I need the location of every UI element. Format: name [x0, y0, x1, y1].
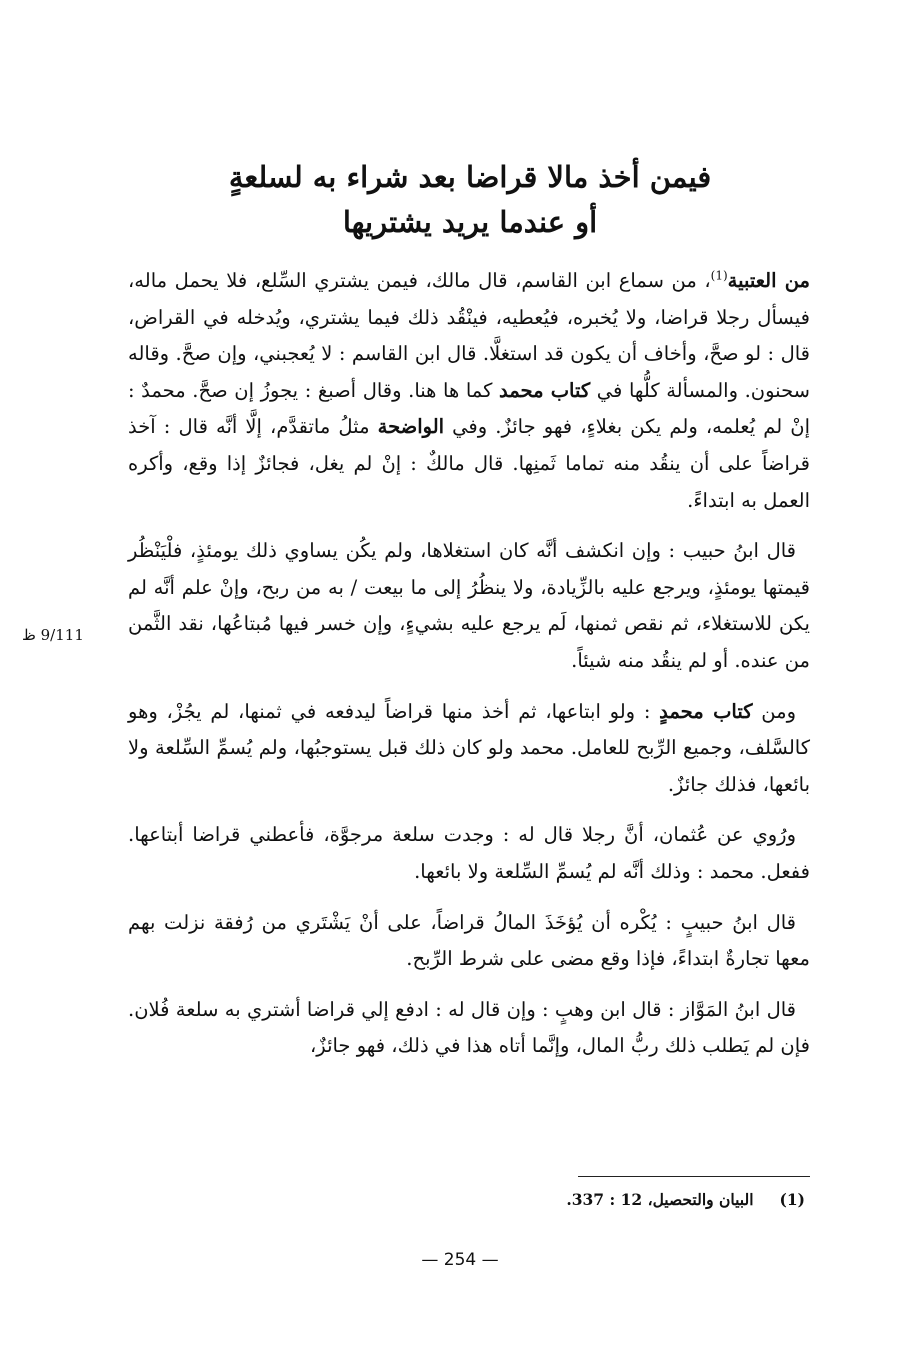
- title-line-2: أو عندما يريد يشتريها: [342, 205, 598, 239]
- footnote: [430, 1190, 805, 1209]
- paragraph-6: قال ابنُ المَوَّاز : قال ابن وهبٍ : وإن قال له : ادفع إلي قراضا أشتري به سلعة فُلان. فإن لم يَطلب ذلك ربُّ المال، وإنَّما أتاه هذا في ذلك، فهو جائزٌ،: [128, 997, 810, 1058]
- paragraph-text: ومن: [752, 699, 796, 723]
- source-name-bold: من العتبية: [727, 269, 810, 292]
- body-text: [128, 263, 810, 1079]
- footnote-divider: [578, 1176, 810, 1177]
- paragraph-4: ورُوي عن عُثمان، أنَّ رجلا قال له : وجدت سلعة مرجوَّة، فأعطني قراضا أبتاعها. ففعل. محمد : وذلك أنَّه لم يُسمِّ السِّلعة ولا بائعها.: [128, 823, 810, 883]
- paragraph-text: : ولو ابتاعها، ثم أخذ منها قراضاً ليدفعه في ثمنها، لم يجُزْ، وهو كالسَّلف، وجميع الرِّبح للعامل. محمد ولو كان ذلك قبل يستوجبُها، ولم يُسمِّ السِّلعة ولا بائعها، فذلك جائزٌ.: [128, 699, 810, 796]
- paragraph-5: قال ابنُ حبيبٍ : يُكْره أن يُؤخَذَ المالُ قراضاً، على أنْ يَشْتَري من رُفقة نزلت بهم معها تجارةٌ ابتداءً، فإذا وقع مضى على شرط الرِّبح.: [128, 910, 810, 971]
- book-title-bold: كتاب محمد: [498, 378, 591, 402]
- paragraph-text: مثلُ ماتقدَّم، إلَّا أنَّه قال : آخذ قراضاً على أن ينقُد منه تماما ثَمنِها. قال مالكٌ : إنْ لم يغل، فجائزٌ إذا وقع، وأكره العمل به ابتداءً.: [128, 415, 810, 512]
- paragraph-1: [128, 263, 810, 519]
- paragraph-2: قال ابنُ حبيب : وإن انكشف أنَّه كان استغلاها، ولم يكُن يساوي ذلك يومئذٍ، فلْيَنْظُر قيمتها يومئذٍ، ويرجع عليه بالزِّيادة، ولا ينظُرُ إلى ما بيعت / به من ربح، وإنْ علم أنَّه لم يكن للاستغلاء، ثم نقص ثمنها، لَم يرجع عليه بشيءٍ، وإن خسر فيها مُبتاعُها، نقد الثَّمن من عنده. أو لم ينقُد منه شيئاً.: [128, 539, 810, 672]
- paragraph-text: ، من سماع ابن القاسم، قال مالك، فيمن يشتري السِّلع، فلا يحمل ماله، فيسأل رجلا قراضا، ولا يُخبره، فيُعطيه، فينْقُد ذلك فيما يشتري، ويُدخله في القراض، قال : لو صحَّ، وأخاف أن يكون قد استغلَّا. قال ابن القاسم : لا يُعجبني، وإن صحَّ. وقاله سحنون. والمسألة كلُّها في: [128, 269, 810, 402]
- title-line-1: فيمن أخذ مالا قراضا بعد شراء به لسلعةٍ: [228, 160, 712, 194]
- page-number: — 254 —: [421, 1250, 499, 1270]
- footnote-number: (1): [779, 1190, 805, 1209]
- section-title: [130, 155, 810, 245]
- manuscript-folio-note: 9/111 ظ: [22, 626, 84, 644]
- footnote-text: البيان والتحصيل، 12 : 337.: [566, 1190, 754, 1209]
- book-title-bold: الواضحة: [377, 415, 445, 439]
- paragraph-3: [128, 694, 810, 804]
- footnote-reference: (1): [710, 268, 728, 283]
- book-title-bold: كتاب محمدٍ: [659, 699, 753, 723]
- paragraph-text: كما ها هنا. وقال أصبغ : يجوزُ إن صحَّ. محمدٌ : إنْ لم يُعلمه، ولم يكن بغلاءٍ، فهو جائزٌ. وفي: [128, 378, 810, 439]
